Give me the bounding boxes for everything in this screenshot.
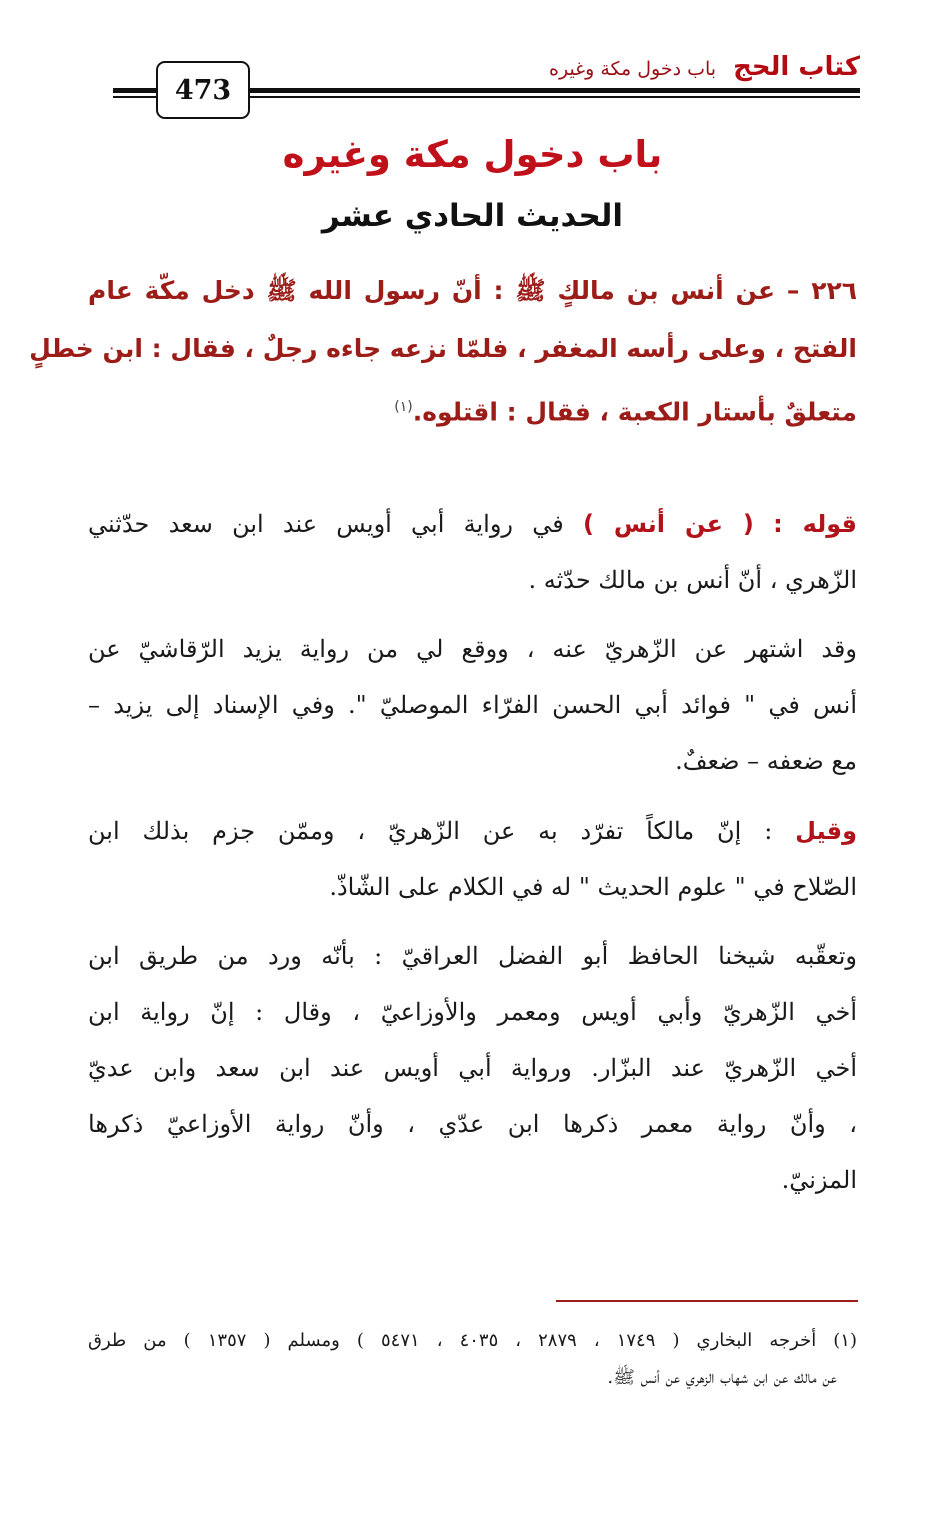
hadith-text [29, 262, 857, 442]
commentary-line: وتعقّبه شيخنا الحافظ أبو الفضل العراقيّ : بأنّه ورد من طريق ابن [88, 942, 857, 970]
commentary-text: : إنّ مالكاً تفرّد به عن الزّهريّ ، وممّن جزم بذلك ابن [88, 817, 773, 845]
commentary-line [88, 817, 857, 845]
footnote-line: (١) أخرجه البخاري ( ١٧٤٩ ، ٢٨٧٩ ، ٤٠٣٥ ، ٥٤٧١ ) ومسلم ( ١٣٥٧ ) من طرق [88, 1330, 857, 1351]
running-header [549, 52, 860, 82]
commentary-lead: وقيل [795, 817, 857, 845]
hadith-line-3-text: متعلقٌ بأستار الكعبة ، فقال : اقتلوه. [412, 397, 857, 427]
commentary-line: الصّلاح في " علوم الحديث " له في الكلام على الشّاذّ. [329, 873, 857, 901]
commentary [88, 510, 857, 1270]
header-chapter-title: باب دخول مكة وغيره [549, 58, 717, 80]
commentary-quote: ( عن أنس ) [582, 510, 754, 538]
commentary-line: وقد اشتهر عن الزّهريّ عنه ، ووقع لي من رواية يزيد الرّقاشيّ عن [88, 635, 857, 663]
commentary-line: المزنيّ. [781, 1166, 857, 1194]
chapter-heading: باب دخول مكة وغيره [282, 133, 663, 176]
commentary-line: مع ضعفه – ضعفٌ. [675, 747, 857, 775]
hadith-line-2: الفتح ، وعلى رأسه المغفر ، فلمّا نزعه جاءه رجلٌ ، فقال : ابن خطلٍ [29, 334, 857, 363]
hadith-line-3 [88, 378, 857, 441]
commentary-line: أنس في " فوائد أبي الحسن الفرّاء الموصليّ ". وفي الإسناد إلى يزيد – [88, 691, 857, 719]
footnote [88, 1330, 857, 1410]
header-book-title: كتاب الحج [733, 52, 860, 82]
page-number-box [156, 61, 250, 119]
commentary-text: في رواية أبي أويس عند ابن سعد حدّثني [88, 510, 564, 538]
commentary-line: الزّهري ، أنّ أنس بن مالك حدّثه . [528, 566, 857, 594]
commentary-lead: قوله : [773, 510, 857, 538]
hadith-line-1: ٢٢٦ – عن أنس بن مالكٍ ﷺ : أنّ رسول الله ﷺ دخل مكّة عام [88, 276, 857, 305]
hadith-footnote-ref: (١) [394, 399, 413, 415]
page-number: 473 [174, 74, 232, 106]
commentary-line: أخي الزّهريّ وأبي أويس ومعمر والأوزاعيّ ، وقال : إنّ رواية ابن [88, 998, 857, 1026]
hadith-heading: الحديث الحادي عشر [321, 198, 624, 234]
footnote-rule [556, 1300, 858, 1302]
commentary-line: ، وأنّ رواية معمر ذكرها ابن عدّي ، وأنّ رواية الأوزاعيّ ذكرها [88, 1110, 857, 1138]
commentary-line [88, 510, 857, 538]
commentary-line: أخي الزّهريّ عند البزّار. ورواية أبي أويس عند ابن سعد وابن عديّ [88, 1054, 858, 1082]
footnote-line: عن مالك عن ابن شهاب الزهري عن أنس ﷺ. [607, 1367, 837, 1388]
